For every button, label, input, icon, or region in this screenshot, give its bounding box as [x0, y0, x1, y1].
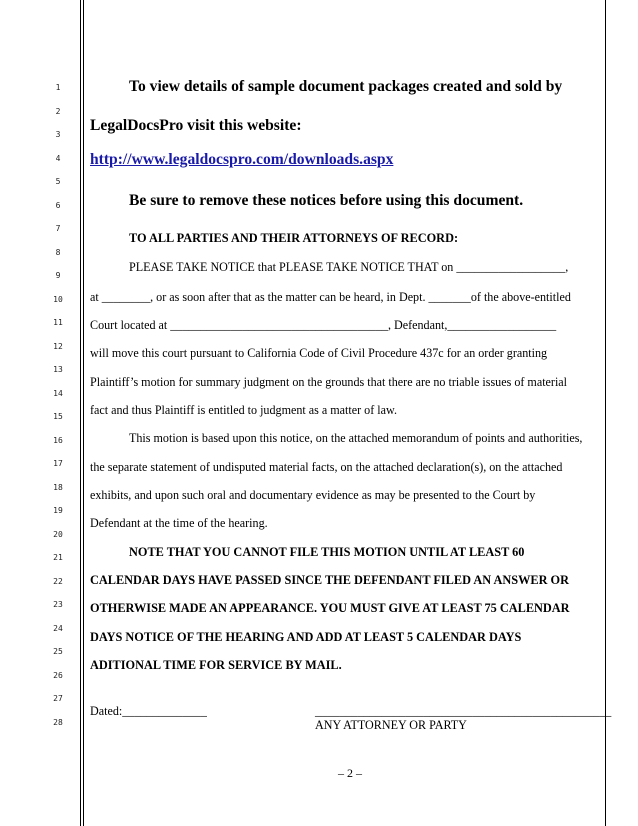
line-number: 22 [53, 576, 63, 586]
body-text-line: Defendant at the time of the hearing. [90, 516, 268, 530]
warning-line: ADITIONAL TIME FOR SERVICE BY MAIL. [90, 658, 342, 672]
line-number: 16 [53, 435, 63, 445]
line-number: 10 [53, 294, 63, 304]
warning-line: NOTE THAT YOU CANNOT FILE THIS MOTION UNTIL AT LEAST 60 [129, 545, 525, 559]
margin-line-left-outer [80, 0, 81, 826]
line-number: 12 [53, 341, 63, 351]
dated-field: Dated:______________ [90, 704, 207, 718]
line-number: 26 [53, 670, 63, 680]
line-number: 28 [53, 717, 63, 727]
line-number: 27 [53, 694, 63, 703]
line-number: 18 [53, 482, 63, 492]
line-number: 4 [55, 153, 61, 163]
heading-to-all-parties: TO ALL PARTIES AND THEIR ATTORNEYS OF RECORD: [129, 231, 459, 245]
line-number: 19 [53, 506, 63, 515]
notice-url-link[interactable]: http://www.legaldocspro.com/downloads.aspx [90, 151, 394, 168]
line-number: 6 [55, 200, 61, 210]
line-number: 23 [53, 600, 63, 609]
margin-line-right [605, 0, 606, 826]
line-number: 9 [55, 271, 61, 280]
line-number: 8 [55, 247, 61, 257]
warning-line: CALENDAR DAYS HAVE PASSED SINCE THE DEFENDANT FILED AN ANSWER OR [90, 573, 570, 587]
line-number: 7 [55, 224, 61, 233]
notice-line-2: LegalDocsPro visit this website: [90, 117, 302, 134]
body-text-line: fact and thus Plaintiff is entitled to judgment as a matter of law. [90, 403, 397, 417]
line-number: 13 [53, 365, 63, 374]
signature-label: ANY ATTORNEY OR PARTY [315, 718, 467, 732]
line-number: 2 [55, 106, 61, 116]
line-number: 1 [55, 83, 61, 92]
body-text-line: This motion is based upon this notice, on the attached memorandum of points and authorities, [129, 431, 583, 445]
notice-remove-line: Be sure to remove these notices before using this document. [129, 192, 524, 209]
line-number: 3 [55, 130, 61, 139]
line-number: 25 [53, 647, 63, 656]
line-number: 17 [53, 459, 63, 468]
body-text-line: Plaintiff’s motion for summary judgment on the grounds that there are no triable issues of material [90, 375, 568, 389]
signature-line: _________________________________________________ [315, 704, 612, 718]
line-number: 24 [53, 623, 63, 633]
line-number: 11 [53, 318, 63, 327]
warning-line: OTHERWISE MADE AN APPEARANCE. YOU MUST GIVE AT LEAST 75 CALENDAR [90, 601, 570, 615]
body-text-line: the separate statement of undisputed material facts, on the attached declaration(s), on the attached [90, 460, 563, 474]
line-number: 15 [53, 412, 63, 421]
body-text-line: PLEASE TAKE NOTICE that PLEASE TAKE NOTICE THAT on __________________, [129, 260, 569, 274]
page-number: – 2 – [338, 766, 362, 780]
margin-line-left-inner [83, 0, 84, 826]
body-text-line: at ________, or as soon after that as the matter can be heard, in Dept. _______of the above-entitled [90, 290, 571, 304]
line-number: 20 [53, 529, 63, 539]
warning-line: DAYS NOTICE OF THE HEARING AND ADD AT LEAST 5 CALENDAR DAYS [90, 630, 522, 644]
notice-line-1: To view details of sample document packages created and sold by [129, 78, 563, 95]
body-text-line: Court located at ____________________________________, Defendant,__________________ [90, 318, 557, 332]
body-text-line: exhibits, and upon such oral and documentary evidence as may be presented to the Court by [90, 488, 536, 502]
line-number: 5 [55, 177, 61, 186]
line-number: 21 [53, 553, 63, 562]
line-number: 14 [53, 388, 63, 398]
body-text-line: will move this court pursuant to California Code of Civil Procedure 437c for an order granting [90, 346, 548, 360]
